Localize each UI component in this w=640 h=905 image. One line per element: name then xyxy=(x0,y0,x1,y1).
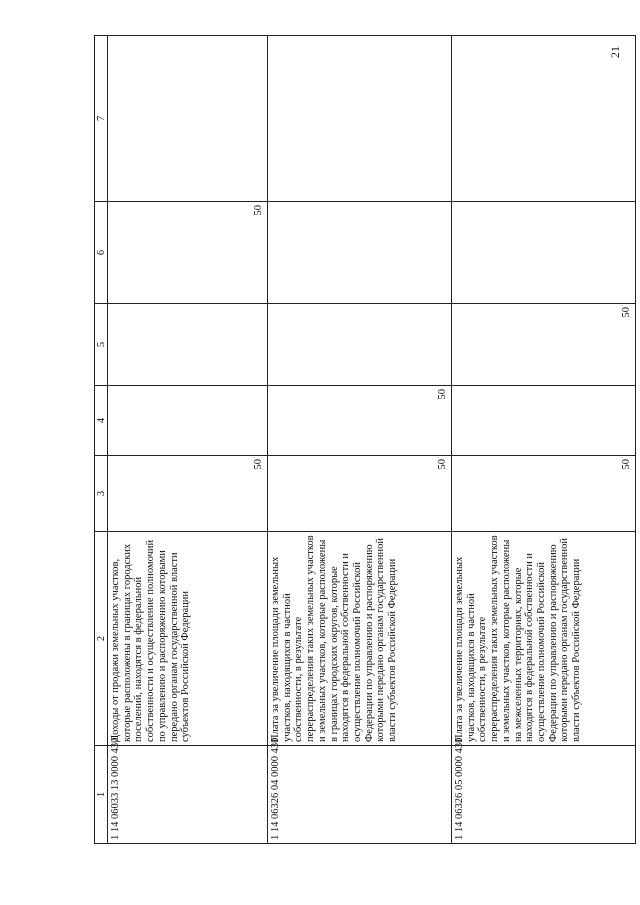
value-cell xyxy=(452,386,636,456)
value-cell xyxy=(268,36,452,202)
table-row xyxy=(452,36,636,844)
header-cell: 4 xyxy=(95,386,108,456)
income-code: 1 14 06326 05 0000 430 xyxy=(452,746,636,844)
income-description: Плата за увеличение площади земельных участков, находящихся в частной собственности, в результате перераспределения таких земельных участков и земельных участков, которые расположены на межселенных территориях, которые находятся в федеральной собственности и осуществление полномочий Российской Федерации по управлению и распоряжению которыми передано органам государственной власти субъектов Российской Федерации xyxy=(452,532,636,746)
income-code: 1 14 06033 13 0000 430 xyxy=(108,746,268,844)
value-cell: 50 xyxy=(108,202,268,304)
header-cell: 2 xyxy=(95,532,108,746)
value-cell xyxy=(268,202,452,304)
income-description: Плата за увеличение площади земельных участков, находящихся в частной собственности, в результате перераспределения таких земельных участков и земельных участков, которые расположены в границах городских округов, которые находятся в федеральной собственности и осуществление полномочий Российской Федерации по управлению и распоряжению которыми передано органам государственной власти субъектов Российской Федерации xyxy=(268,532,452,746)
income-code: 1 14 06326 04 0000 430 xyxy=(268,746,452,844)
income-description: Доходы от продажи земельных участков, которые расположены в границах городских поселений, находятся в федеральной собственности и осуществление полномочий по управлению и распоряжению которыми передано органам государственной власти субъектов Российской Федерации xyxy=(108,532,268,746)
header-cell: 3 xyxy=(95,456,108,532)
value-cell: 50 xyxy=(268,456,452,532)
header-cell: 1 xyxy=(95,746,108,844)
value-cell: 50 xyxy=(452,304,636,386)
header-row xyxy=(95,36,108,844)
value-cell: 50 xyxy=(268,386,452,456)
value-cell xyxy=(452,202,636,304)
header-cell: 7 xyxy=(95,36,108,202)
value-cell xyxy=(108,36,268,202)
table-row xyxy=(268,36,452,844)
budget-table xyxy=(94,35,636,844)
page-number: 21 xyxy=(608,46,622,58)
value-cell xyxy=(268,304,452,386)
header-cell: 6 xyxy=(95,202,108,304)
value-cell: 50 xyxy=(108,456,268,532)
table-row xyxy=(108,36,268,844)
value-cell xyxy=(108,386,268,456)
value-cell xyxy=(452,36,636,202)
header-cell: 5 xyxy=(95,304,108,386)
value-cell: 50 xyxy=(452,456,636,532)
rotated-page xyxy=(94,36,634,844)
value-cell xyxy=(108,304,268,386)
